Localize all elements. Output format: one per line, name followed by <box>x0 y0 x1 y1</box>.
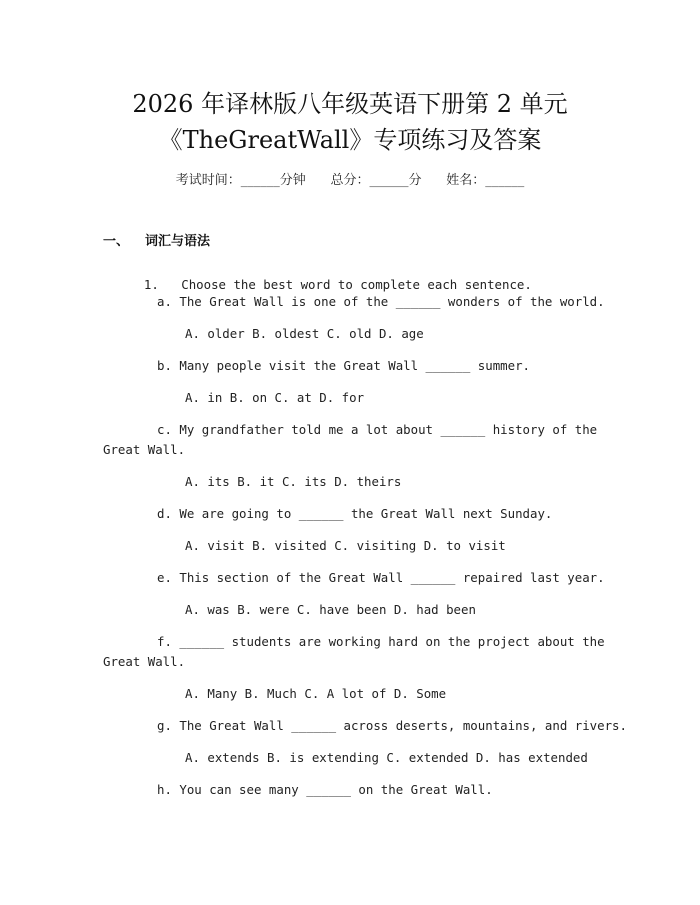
document-title-line-2: 《TheGreatWall》专项练习及答案 <box>158 126 542 154</box>
item-a-question: a. The Great Wall is one of the ______ wonders of the world. <box>157 294 605 309</box>
item-d-options: A. visit B. visited C. visiting D. to visit <box>185 538 506 553</box>
question-1 <box>129 262 532 292</box>
section-heading <box>103 230 210 249</box>
item-c-question-cont: Great Wall. <box>103 442 186 457</box>
item-c-options: A. its B. it C. its D. theirs <box>185 474 402 489</box>
item-e-question: e. This section of the Great Wall ______ repaired last year. <box>157 570 605 585</box>
item-e-options: A. was B. were C. have been D. had been <box>185 602 476 617</box>
item-f-question-cont: Great Wall. <box>103 654 186 669</box>
exam-info-line: 考试时间：______分钟 总分：______分 姓名：______ <box>175 173 525 188</box>
question-number: 1. <box>143 277 159 292</box>
item-g-question: g. The Great Wall ______ across deserts, mountains, and rivers. <box>157 718 627 733</box>
item-a-options: A. older B. oldest C. old D. age <box>185 326 424 341</box>
item-g-options: A. extends B. is extending C. extended D. has extended <box>185 750 588 765</box>
item-b-question: b. Many people visit the Great Wall ______ summer. <box>157 358 530 373</box>
question-text: Choose the best word to complete each sentence. <box>181 277 532 292</box>
document-title-line-1: 2026 年译林版八年级英语下册第 2 单元 <box>132 90 568 118</box>
section-title: 词汇与语法 <box>145 234 211 249</box>
section-number: 一、 <box>103 234 130 249</box>
item-h-question: h. You can see many ______ on the Great Wall. <box>157 782 493 797</box>
item-d-question: d. We are going to ______ the Great Wall next Sunday. <box>157 506 553 521</box>
item-c-question: c. My grandfather told me a lot about ______ history of the <box>157 422 598 437</box>
item-f-options: A. Many B. Much C. A lot of D. Some <box>185 686 447 701</box>
item-b-options: A. in B. on C. at D. for <box>185 390 365 405</box>
item-f-question: f. ______ students are working hard on the project about the <box>157 634 605 649</box>
